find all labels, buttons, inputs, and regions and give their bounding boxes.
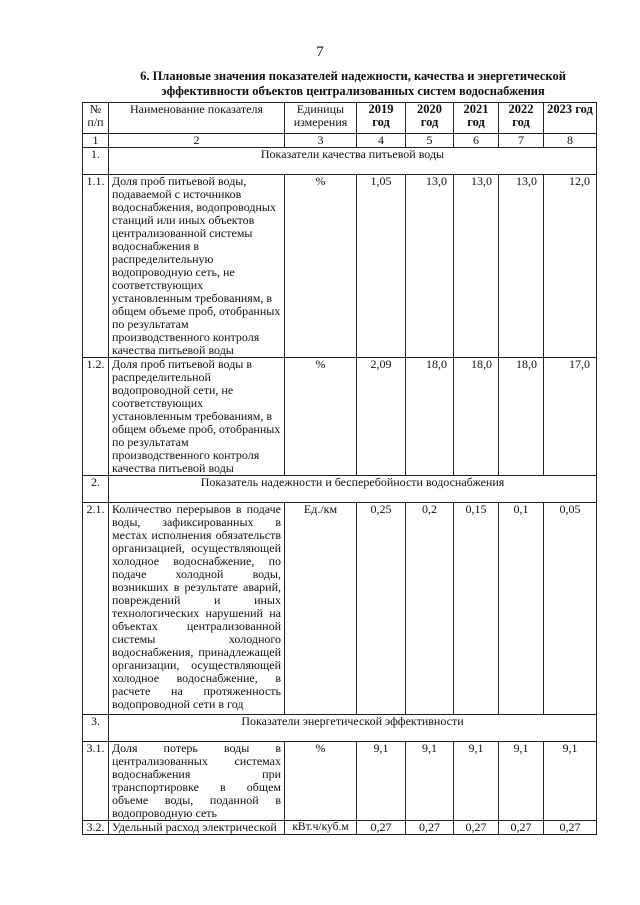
table-row bbox=[83, 175, 597, 358]
value-cell: 12,0 bbox=[544, 175, 597, 358]
value-cell: 18,0 bbox=[454, 358, 499, 476]
column-number: 1 bbox=[83, 134, 109, 148]
section-number: 3. bbox=[83, 715, 109, 742]
column-number: 6 bbox=[454, 134, 499, 148]
unit-cell: Ед./км bbox=[285, 503, 357, 715]
header-year: 2019 год bbox=[357, 103, 406, 134]
row-number: 3.1. bbox=[83, 742, 109, 821]
column-number: 2 bbox=[109, 134, 285, 148]
value-cell: 1,05 bbox=[357, 175, 406, 358]
row-number: 2.1. bbox=[83, 503, 109, 715]
section-title: Показатели энергетической эффективности bbox=[109, 715, 597, 742]
unit-cell: % bbox=[285, 742, 357, 821]
table-row bbox=[83, 503, 597, 715]
indicator-name: Количество перерывов в подаче воды, зафиксированных в местах исполнения обязательств организацией, осуществляющей холодное водоснабжение, по подаче холодной воды, возникших в результате аварий, повреждений и иных технологических нарушений на объектах централизованной системы холодного водоснабжения, принадлежащей организации, осуществляющей холодное водоснабжение, в расчете на протяженность водопроводной сети в год bbox=[109, 503, 285, 715]
column-number-row bbox=[83, 134, 597, 148]
indicator-name: Доля потерь воды в централизованных системах водоснабжения при транспортировке в общем объеме воды, поданной в водопроводную сеть bbox=[109, 742, 285, 821]
section-row bbox=[83, 148, 597, 175]
table-row bbox=[83, 742, 597, 821]
value-cell: 13,0 bbox=[406, 175, 454, 358]
column-number: 4 bbox=[357, 134, 406, 148]
unit-cell: % bbox=[285, 358, 357, 476]
indicators-table bbox=[82, 102, 597, 835]
value-cell: 13,0 bbox=[499, 175, 544, 358]
value-cell: 9,1 bbox=[499, 742, 544, 821]
value-cell: 18,0 bbox=[499, 358, 544, 476]
title-line-2: эффективности объектов централизованных систем водоснабжения bbox=[161, 84, 545, 98]
value-cell: 13,0 bbox=[454, 175, 499, 358]
section-title: Показатель надежности и бесперебойности водоснабжения bbox=[109, 476, 597, 503]
value-cell: 17,0 bbox=[544, 358, 597, 476]
indicator-name: Удельный расход электрической bbox=[109, 821, 285, 835]
value-cell: 0,2 bbox=[406, 503, 454, 715]
column-number: 8 bbox=[544, 134, 597, 148]
header-row bbox=[83, 103, 597, 134]
section-number: 2. bbox=[83, 476, 109, 503]
value-cell: 0,27 bbox=[406, 821, 454, 835]
column-number: 5 bbox=[406, 134, 454, 148]
value-cell: 18,0 bbox=[406, 358, 454, 476]
value-cell: 9,1 bbox=[406, 742, 454, 821]
table-row bbox=[83, 821, 597, 835]
value-cell: 0,27 bbox=[499, 821, 544, 835]
row-number: 3.2. bbox=[83, 821, 109, 835]
indicator-name: Доля проб питьевой воды, подаваемой с источников водоснабжения, водопроводных станций или иных объектов централизованной системы водоснабжения в распределительную водопроводную сеть, не соответствующих установленным требованиям, в общем объеме проб, отобранных по результатам производственного контроля качества питьевой воды bbox=[109, 175, 285, 358]
header-year: 2023 год bbox=[544, 103, 597, 134]
header-year: 2020 год bbox=[406, 103, 454, 134]
value-cell: 0,15 bbox=[454, 503, 499, 715]
indicator-name: Доля проб питьевой воды в распределительной водопроводной сети, не соответствующих установленным требованиям, в общем объеме проб, отобранных по результатам производственного контроля качества питьевой воды bbox=[109, 358, 285, 476]
unit-cell: кВт.ч/куб.м bbox=[285, 821, 357, 835]
section-title: Показатели качества питьевой воды bbox=[109, 148, 597, 175]
header-num: № п/п bbox=[83, 103, 109, 134]
header-year: 2022 год bbox=[499, 103, 544, 134]
page-number: 7 bbox=[316, 44, 324, 60]
column-number: 3 bbox=[285, 134, 357, 148]
value-cell: 9,1 bbox=[357, 742, 406, 821]
table-row bbox=[83, 358, 597, 476]
value-cell: 0,05 bbox=[544, 503, 597, 715]
value-cell: 0,27 bbox=[454, 821, 499, 835]
header-year: 2021 год bbox=[454, 103, 499, 134]
section-row bbox=[83, 715, 597, 742]
value-cell: 0,27 bbox=[357, 821, 406, 835]
value-cell: 0,27 bbox=[544, 821, 597, 835]
value-cell: 0,25 bbox=[357, 503, 406, 715]
value-cell: 2,09 bbox=[357, 358, 406, 476]
column-number: 7 bbox=[499, 134, 544, 148]
value-cell: 9,1 bbox=[454, 742, 499, 821]
row-number: 1.1. bbox=[83, 175, 109, 358]
unit-cell: % bbox=[285, 175, 357, 358]
row-number: 1.2. bbox=[83, 358, 109, 476]
section-number: 1. bbox=[83, 148, 109, 175]
value-cell: 0,1 bbox=[499, 503, 544, 715]
title-line-1: 6. Плановые значения показателей надежности, качества и энергетической bbox=[140, 69, 566, 83]
header-name: Наименование показателя bbox=[109, 103, 285, 134]
value-cell: 9,1 bbox=[544, 742, 597, 821]
document-title bbox=[118, 69, 588, 99]
header-unit: Единицы измерения bbox=[285, 103, 357, 134]
section-row bbox=[83, 476, 597, 503]
